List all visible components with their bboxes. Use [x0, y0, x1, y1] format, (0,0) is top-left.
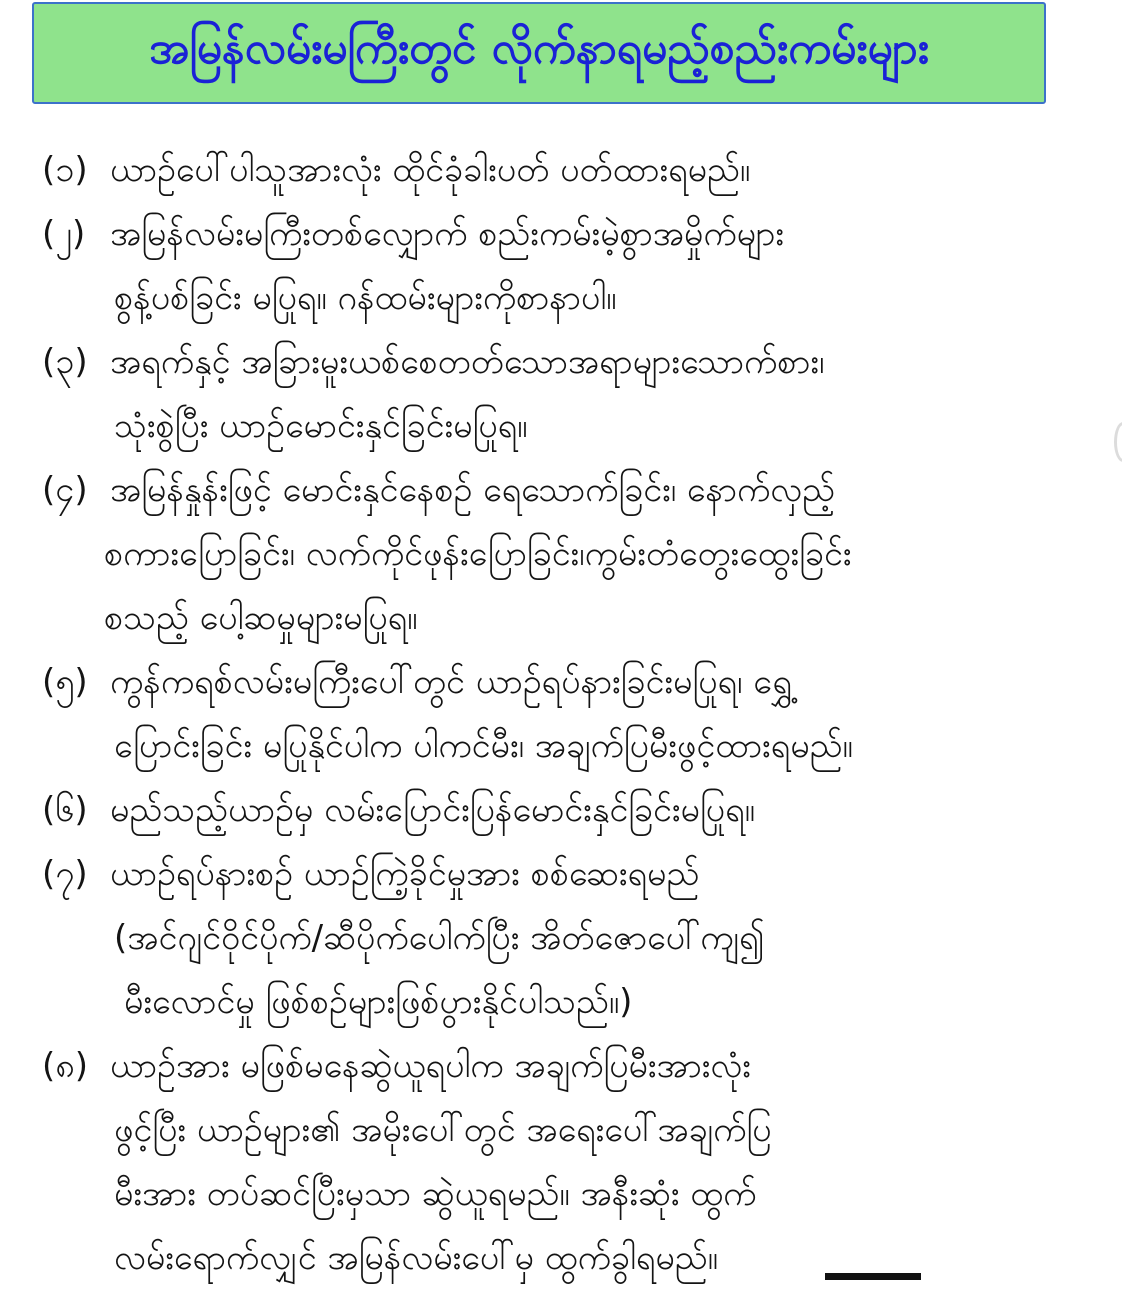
rule-2-line-1: (၂) အမြန်လမ်းမကြီးတစ်လျှောက် စည်းကမ်းမဲ့စွာအမှိုက်များ — [42, 202, 784, 266]
rule-4-line-3: စသည့် ပေါ့ဆမှုများမပြုရ။ — [104, 598, 418, 638]
rule-3-line-1: (၃) အရက်နှင့် အခြားမူးယစ်စေတတ်သောအရာများသောက်စား၊ — [42, 330, 824, 394]
rule-1-line-1: (၁) ယာဉ်ပေါ်ပါသူအားလုံး ထိုင်ခုံခါးပတ် ပတ်ထားရမည်။ — [42, 138, 750, 202]
rule-2-number: (၂) — [42, 214, 86, 254]
title-banner — [32, 2, 1046, 104]
rule-6-line-1: (၆) မည်သည့်ယာဉ်မှ လမ်းပြောင်းပြန်မောင်းနှင်ခြင်းမပြုရ။ — [42, 778, 755, 842]
rule-8-line-2: ဖွင့်ပြီး ယာဉ်များ၏ အမိုးပေါ်တွင် အရေးပေါ်အချက်ပြ — [114, 1110, 772, 1150]
rule-4-line-2: စကားပြောခြင်း၊ လက်ကိုင်ဖုန်းပြောခြင်း၊ကွမ်းတံတွေးထွေးခြင်း — [104, 534, 852, 574]
rule-8-line-3: မီးအား တပ်ဆင်ပြီးမှသာ ဆွဲယူရမည်။ အနီးဆုံး ထွက် — [114, 1174, 757, 1214]
rule-3-line-2: သုံးစွဲပြီး ယာဉ်မောင်းနှင်ခြင်းမပြုရ။ — [114, 406, 528, 446]
rule-7-line-3: မီးလောင်မှု ဖြစ်စဉ်များဖြစ်ပွားနိုင်ပါသည်။) — [124, 982, 633, 1022]
rule-5-line-2: ပြောင်းခြင်း မပြုနိုင်ပါက ပါကင်မီး၊ အချက်ပြမီးဖွင့်ထားရမည်။ — [114, 726, 853, 766]
bottom-underline-bar — [825, 1273, 921, 1280]
rule-7-line-1: (၇) ယာဉ်ရပ်နားစဉ် ယာဉ်ကြဲ့ခိုင်မှုအား စစ်ဆေးရမည် — [42, 842, 699, 906]
rule-5-number: (၅) — [42, 662, 88, 702]
rule-8-line-1: (၈) ယာဉ်အား မဖြစ်မနေဆွဲယူရပါက အချက်ပြမီးအားလုံး — [42, 1034, 751, 1098]
rule-4-line-1: (၄) အမြန်နှုန်းဖြင့် မောင်းနှင်နေစဉ် ရေသောက်ခြင်း၊ နောက်လှည့် — [42, 458, 835, 522]
rule-8-line-4: လမ်းရောက်လျှင် အမြန်လမ်းပေါ်မှ ထွက်ခွါရမည်။ — [114, 1238, 718, 1278]
rule-7-line-2: (အင်ဂျင်ဝိုင်ပိုက်/ဆီပိုက်ပေါက်ပြီး အိတ်ဇောပေါ်ကျ၍ — [114, 918, 765, 958]
rule-2-line-2: စွန့်ပစ်ခြင်း မပြုရ။ ဂန်ထမ်းများကိုစာနာပါ။ — [114, 278, 617, 318]
rule-3-number: (၃) — [42, 342, 88, 382]
rule-8-number: (၈) — [42, 1046, 88, 1086]
rule-4-number: (၄) — [42, 470, 88, 510]
rule-5-line-1: (၅) ကွန်ကရစ်လမ်းမကြီးပေါ်တွင် ယာဉ်ရပ်နားခြင်းမပြုရ၊ ရွှေ့ — [42, 650, 792, 714]
page-title: အမြန်လမ်းမကြီးတွင် လိုက်နာရမည့်စည်းကမ်းများ — [149, 23, 929, 74]
edge-scroll-handle — [1114, 422, 1122, 462]
rule-7-number: (၇) — [42, 854, 88, 894]
rule-6-number: (၆) — [42, 790, 88, 830]
rule-1-number: (၁) — [42, 150, 88, 190]
